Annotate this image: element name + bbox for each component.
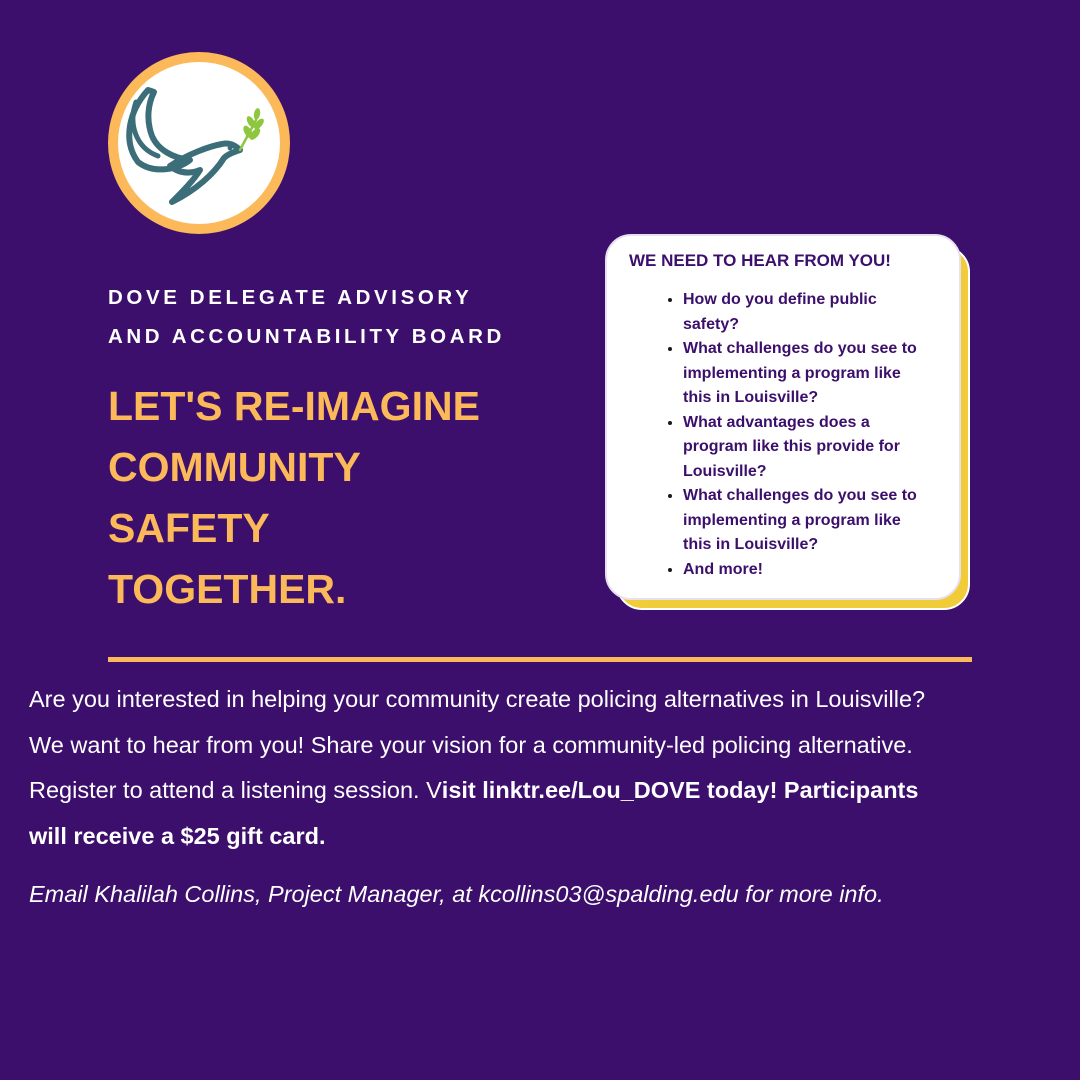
headline-line-2: COMMUNITY (108, 444, 361, 490)
body-line-2: We want to hear from you! Share your vision for a community-led policing alternative. (29, 731, 913, 758)
dove-logo (108, 52, 290, 234)
organization-name (108, 278, 505, 356)
question-item: • What advantages does a program like this provide for Louisville? (683, 411, 931, 485)
question-item: • And more! (683, 558, 931, 583)
org-name-line-1: DOVE DELEGATE ADVISORY (108, 286, 473, 309)
body-paragraph (29, 677, 1059, 859)
dove-icon (118, 62, 280, 224)
questions-list (641, 288, 931, 582)
question-item: • What challenges do you see to implementing a program like this in Louisville? (683, 484, 931, 558)
question-item: • How do you define public safety? (683, 288, 931, 337)
body-line-3-plain: Register to attend a listening session. V (29, 777, 442, 803)
questions-card (605, 234, 961, 600)
divider (108, 657, 972, 662)
registration-link-text: isit linktr.ee/Lou_DOVE today! Participants (441, 777, 919, 803)
card-title: WE NEED TO HEAR FROM YOU! (629, 251, 891, 270)
logo-circle (118, 62, 280, 224)
org-name-line-2: AND ACCOUNTABILITY BOARD (108, 325, 505, 348)
body-line-4 (29, 823, 326, 849)
headline-line-4: TOGETHER. (108, 566, 347, 612)
headline-line-3: SAFETY (108, 505, 270, 551)
contact-email-line: Email Khalilah Collins, Project Manager, at kcollins03@spalding.edu for more info. (29, 881, 884, 907)
headline-line-1: LET'S RE-IMAGINE (108, 383, 480, 429)
question-item: • What challenges do you see to implementing a program like this in Louisville? (683, 337, 931, 411)
gift-card-text: will receive a $25 gift card. (29, 822, 326, 849)
headline (108, 376, 608, 620)
body-line-3 (29, 777, 918, 803)
body-line-1: Are you interested in helping your community create policing alternatives in Louisville? (29, 686, 926, 712)
